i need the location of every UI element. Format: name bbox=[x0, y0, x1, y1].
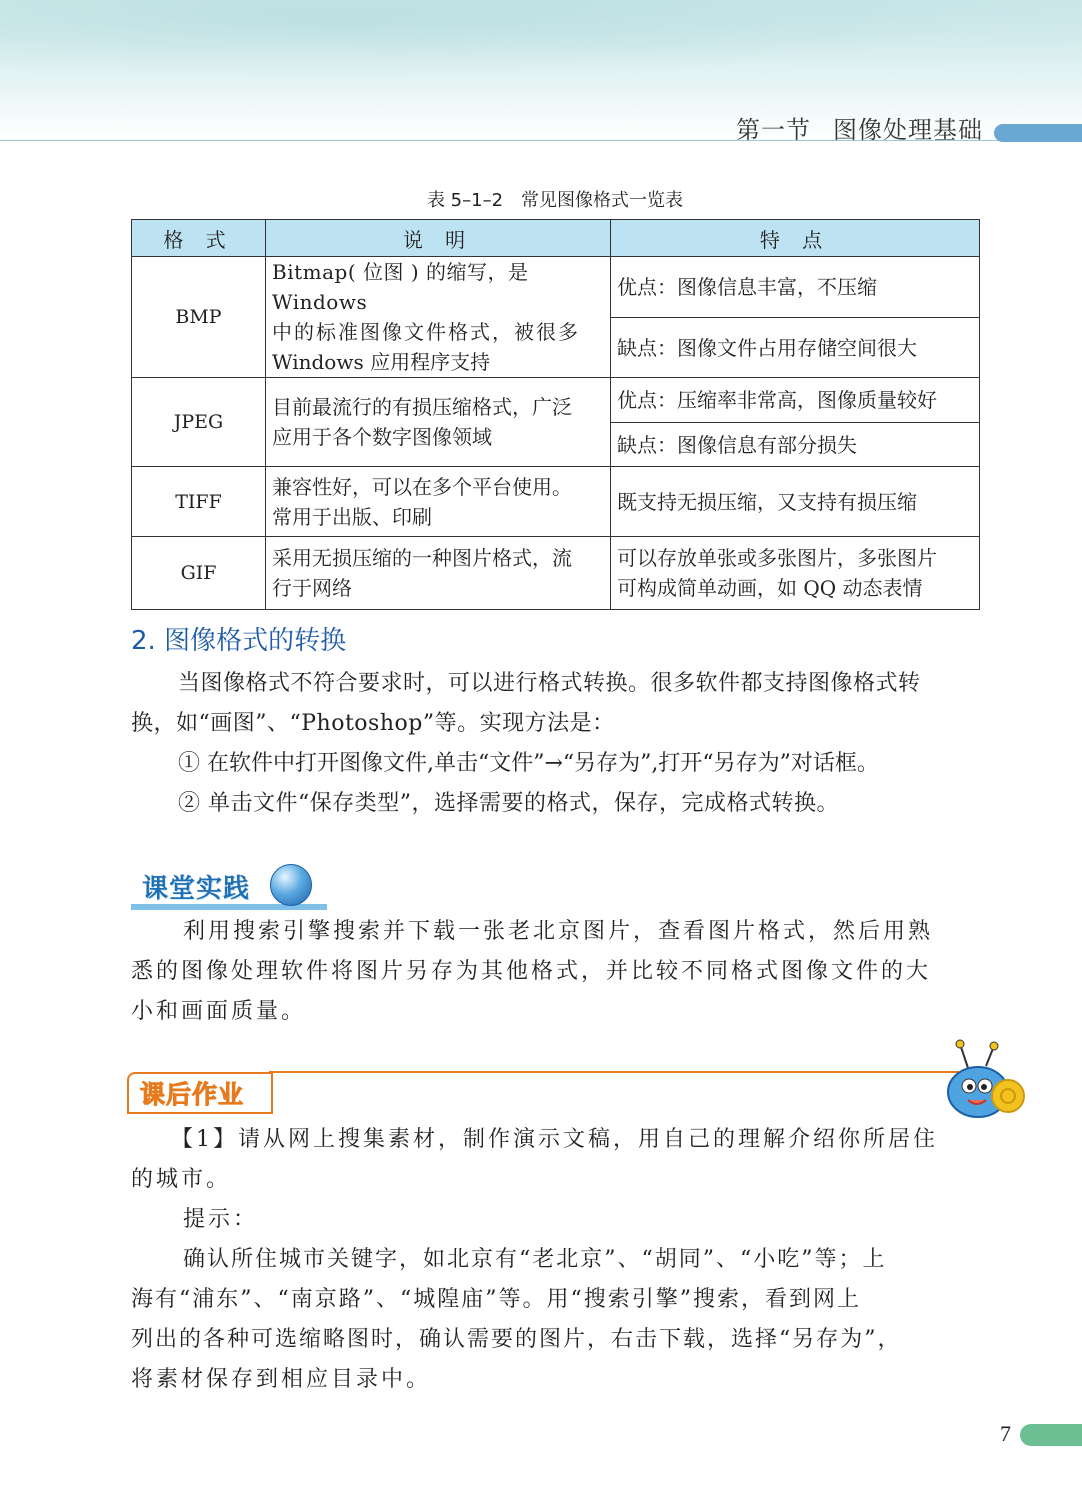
format-cell: GIF bbox=[132, 537, 266, 610]
paragraph-line: 将素材保存到相应目录中。 bbox=[131, 1367, 432, 1392]
table-row bbox=[132, 537, 980, 610]
description-line: 采用无损压缩的一种图片格式，流 bbox=[272, 546, 572, 570]
header-section: 第一节 bbox=[736, 116, 811, 144]
paragraph-line: 的城市。 bbox=[131, 1167, 232, 1192]
table-header-row bbox=[132, 220, 980, 257]
mascot-icon bbox=[938, 1036, 1038, 1126]
description-line: 常用于出版、印刷 bbox=[272, 504, 432, 529]
paragraph-line: 悉的图像处理软件将图片另存为其他格式，并比较不同格式图像文件的大 bbox=[131, 959, 932, 984]
description-line: 中的标准图像文件格式，被很多 bbox=[272, 320, 580, 344]
feature-line: 可构成简单动画，如 QQ 动态表情 bbox=[617, 576, 923, 600]
homework-rule bbox=[269, 1071, 959, 1073]
format-cell: BMP bbox=[132, 257, 266, 378]
feature-cell: 优点：图像信息丰富，不压缩 bbox=[611, 257, 980, 318]
paragraph-line: 小和画面质量。 bbox=[131, 999, 307, 1024]
description-line: Bitmap( 位图 ) 的缩写，是 Windows bbox=[272, 260, 529, 314]
table-caption: 表 5–1–2 常见图像格式一览表 bbox=[426, 190, 684, 211]
table-header-features: 特 点 bbox=[611, 220, 980, 257]
table-row bbox=[132, 467, 980, 537]
description-line: 兼容性好，可以在多个平台使用。 bbox=[272, 474, 572, 499]
table-header-format: 格 式 bbox=[132, 220, 266, 257]
feature-line: 可以存放单张或多张图片，多张图片 bbox=[617, 546, 937, 570]
description-cell bbox=[266, 257, 611, 378]
header-tab bbox=[994, 124, 1082, 142]
body-text bbox=[131, 664, 981, 824]
paragraph-line: 确认所住城市关键字，如北京有“老北京”、“胡同”、“小吃”等；上 bbox=[183, 1247, 887, 1272]
step-item: ② 单击文件“保存类型”，选择需要的格式，保存，完成格式转换。 bbox=[178, 791, 839, 816]
header-title-text: 图像处理基础 bbox=[833, 116, 983, 144]
paragraph-line: 海有“浦东”、“南京路”、“城隍庙”等。用“搜索引擎”搜索，看到网上 bbox=[131, 1287, 861, 1312]
page-tab bbox=[1020, 1424, 1082, 1446]
feature-cell: 既支持无损压缩，又支持有损压缩 bbox=[611, 467, 980, 537]
description-cell bbox=[266, 467, 611, 537]
paragraph-line: 换，如“画图”、“Photoshop”等。实现方法是： bbox=[131, 711, 615, 736]
description-line: 目前最流行的有损压缩格式，广泛 bbox=[272, 395, 572, 419]
homework-text bbox=[131, 1120, 981, 1400]
format-cell: JPEG bbox=[132, 378, 266, 467]
feature-cell: 优点：压缩率非常高，图像质量较好 bbox=[611, 378, 980, 423]
paragraph-line: 列出的各种可选缩略图时，确认需要的图片，右击下载，选择“另存为”， bbox=[131, 1327, 902, 1352]
practice-title: 课堂实践 bbox=[142, 874, 251, 904]
description-cell bbox=[266, 537, 611, 610]
description-line: 应用于各个数字图像领域 bbox=[272, 425, 492, 449]
homework-title: 课后作业 bbox=[140, 1080, 245, 1109]
running-header bbox=[736, 110, 983, 145]
step-item: ① 在软件中打开图像文件,单击“文件”→“另存为”,打开“另存为”对话框。 bbox=[178, 751, 879, 776]
paragraph-line: 利用搜索引擎搜索并下载一张老北京图片，查看图片格式，然后用熟 bbox=[183, 919, 934, 944]
section-heading: 2. 图像格式的转换 bbox=[131, 626, 347, 656]
feature-cell bbox=[611, 537, 980, 610]
description-line: 行于网络 bbox=[272, 576, 352, 600]
page-number: 7 bbox=[1000, 1421, 1011, 1446]
globe-icon bbox=[270, 864, 312, 906]
table-header-description: 说 明 bbox=[266, 220, 611, 257]
table-row bbox=[132, 378, 980, 423]
feature-cell: 缺点：图像信息有部分损失 bbox=[611, 423, 980, 467]
practice-text bbox=[131, 912, 981, 1032]
paragraph-line: 当图像格式不符合要求时，可以进行格式转换。很多软件都支持图像格式转 bbox=[178, 671, 921, 696]
format-table bbox=[131, 219, 980, 610]
description-cell bbox=[266, 378, 611, 467]
table-row bbox=[132, 257, 980, 318]
hint-label: 提示： bbox=[183, 1207, 259, 1232]
paragraph-line: 【1】请从网上搜集素材，制作演示文稿，用自己的理解介绍你所居住 bbox=[171, 1127, 938, 1152]
format-cell: TIFF bbox=[132, 467, 266, 537]
feature-cell: 缺点：图像文件占用存储空间很大 bbox=[611, 318, 980, 378]
description-line: Windows 应用程序支持 bbox=[272, 350, 491, 374]
